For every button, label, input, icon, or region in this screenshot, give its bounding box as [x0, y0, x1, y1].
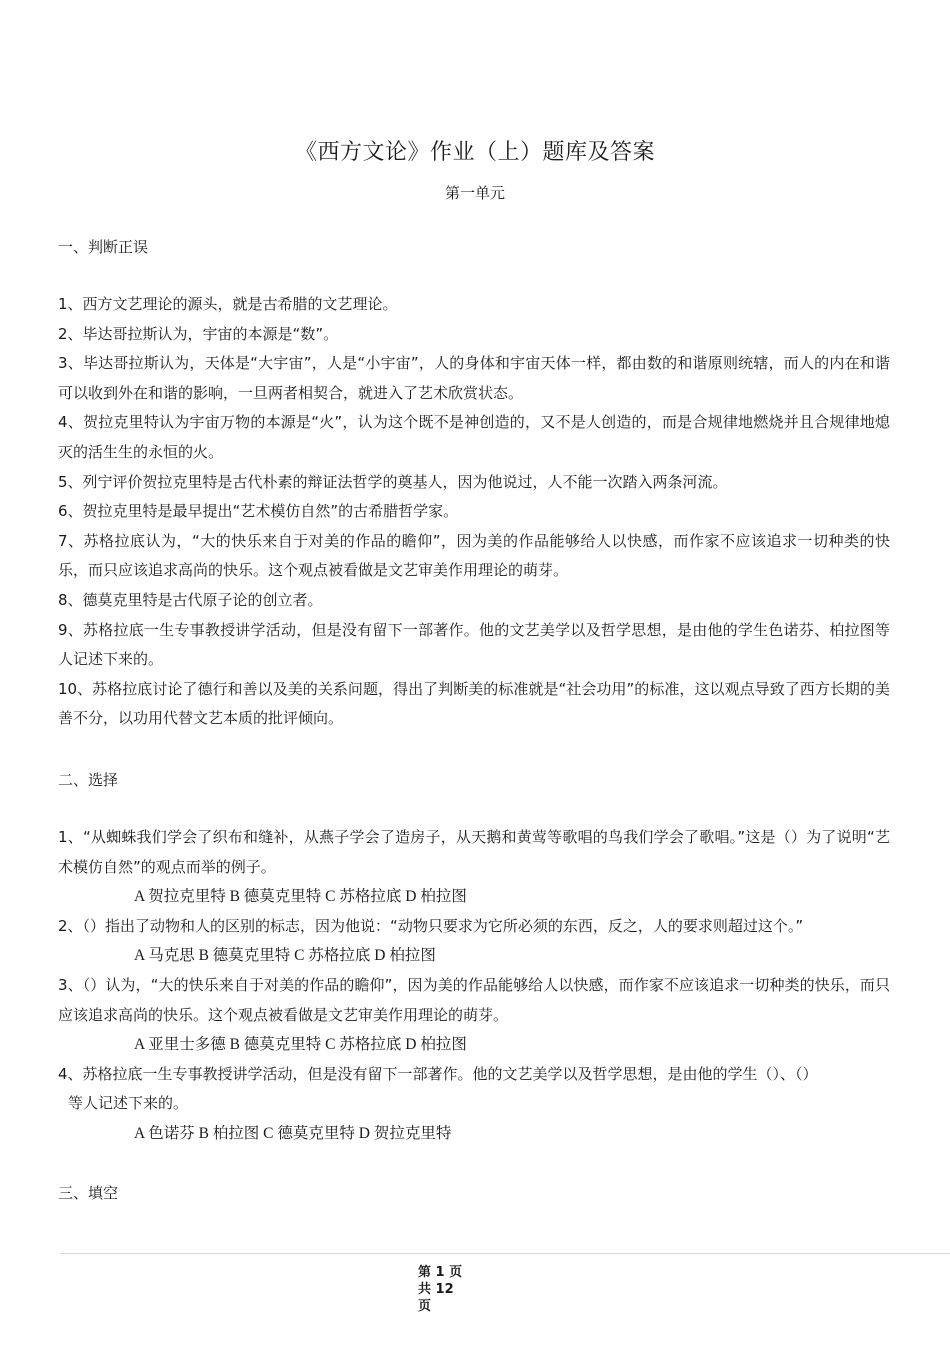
- page-total-suffix: 页: [418, 1299, 432, 1314]
- choice-question-stem: 4、苏格拉底一生专事教授讲学活动，但是没有留下一部著作。他的文艺美学以及哲学思想，是由他的学生（）、（）: [58, 1064, 818, 1083]
- judge-item: 7、苏格拉底认为，“大的快乐来自于对美的作品的瞻仰”，因为美的作品能够给人以快感，而作家不应该追求一切种类的快乐，而只应该追求高尚的快乐。这个观点被看做是文艺审美作用理论的萌芽。: [58, 531, 890, 580]
- choice-list: [58, 823, 890, 1149]
- judge-item: 1、西方文艺理论的源头，就是古希腊的文艺理论。: [58, 295, 398, 313]
- judge-item: 9、苏格拉底一生专事教授讲学活动，但是没有留下一部著作。他的文艺美学以及哲学思想，是由他的学生色诺芬、柏拉图等人记述下来的。: [58, 620, 890, 669]
- page-number: 第 1 页: [418, 1265, 463, 1280]
- choice-question-stem-continued: 等人记述下来的。: [68, 1094, 189, 1113]
- page-footer: [418, 1264, 478, 1315]
- unit-heading: 第一单元: [444, 184, 505, 202]
- judge-item: 4、贺拉克里特认为宇宙万物的本源是“火”，认为这个既不是神创造的，又不是人创造的，而是合规律地燃烧并且合规律地熄灭的活生生的永恒的火。: [58, 413, 890, 461]
- choice-options: A 马克思 B 德莫克里特 C 苏格拉底 D 柏拉图: [134, 947, 436, 965]
- judge-list: [58, 290, 890, 734]
- judge-item: 3、毕达哥拉斯认为，天体是“大宇宙”，人是“小宇宙”，人的身体和宇宙天体一样，都由数的和谐原则统辖，而人的内在和谐可以收到外在和谐的影响，一旦两者相契合，就进入了艺术欣赏状态。: [58, 354, 890, 402]
- document-title: 《西方文论》作业（上）题库及答案: [294, 140, 655, 165]
- choice-options: A 色诺芬 B 柏拉图 C 德莫克里特 D 贺拉克里特: [134, 1124, 452, 1142]
- section-heading-choice: 二、选择: [58, 771, 119, 789]
- judge-item: 10、苏格拉底讨论了德行和善以及美的关系问题，得出了判断美的标准就是“社会功用”的标准，这以观点导致了西方长期的美善不分，以功用代替文艺本质的批评倾向。: [58, 679, 890, 728]
- choice-question-stem: 2、（）指出了动物和人的区别的标志，因为他说：“动物只要求为它所必须的东西，反之，人的要求则超过这个。”: [58, 916, 804, 935]
- footer-divider: [60, 1253, 950, 1254]
- section-heading-judge: 一、判断正误: [58, 238, 149, 256]
- judge-item: 6、贺拉克里特是最早提出“艺术模仿自然”的古希腊哲学家。: [58, 502, 459, 521]
- page-total: 共 12: [418, 1282, 454, 1297]
- judge-item: 2、毕达哥拉斯认为，宇宙的本源是“数”。: [58, 324, 339, 343]
- choice-question-stem: 1、“从蜘蛛我们学会了织布和缝补，从燕子学会了造房子，从天鹅和黄莺等歌唱的鸟我们学会了歌唱。”这是（）为了说明“艺术模仿自然”的观点而举的例子。: [58, 828, 890, 876]
- choice-options: A 贺拉克里特 B 德莫克里特 C 苏格拉底 D 柏拉图: [134, 888, 467, 906]
- judge-item: 8、德莫克里特是古代原子论的创立者。: [58, 590, 323, 609]
- judge-item: 5、列宁评价贺拉克里特是古代朴素的辩证法哲学的奠基人，因为他说过，人不能一次踏入两条河流。: [58, 472, 728, 491]
- section-heading-fill: 三、填空: [58, 1184, 119, 1202]
- choice-options: A 亚里士多德 B 德莫克里特 C 苏格拉底 D 柏拉图: [134, 1036, 467, 1054]
- choice-question-stem: 3、（）认为，“大的快乐来自于对美的作品的瞻仰”，因为美的作品能够给人以快感，而作家不应该追求一切种类的快乐，而只应该追求高尚的快乐。这个观点被看做是文艺审美作用理论的萌芽。: [58, 975, 890, 1024]
